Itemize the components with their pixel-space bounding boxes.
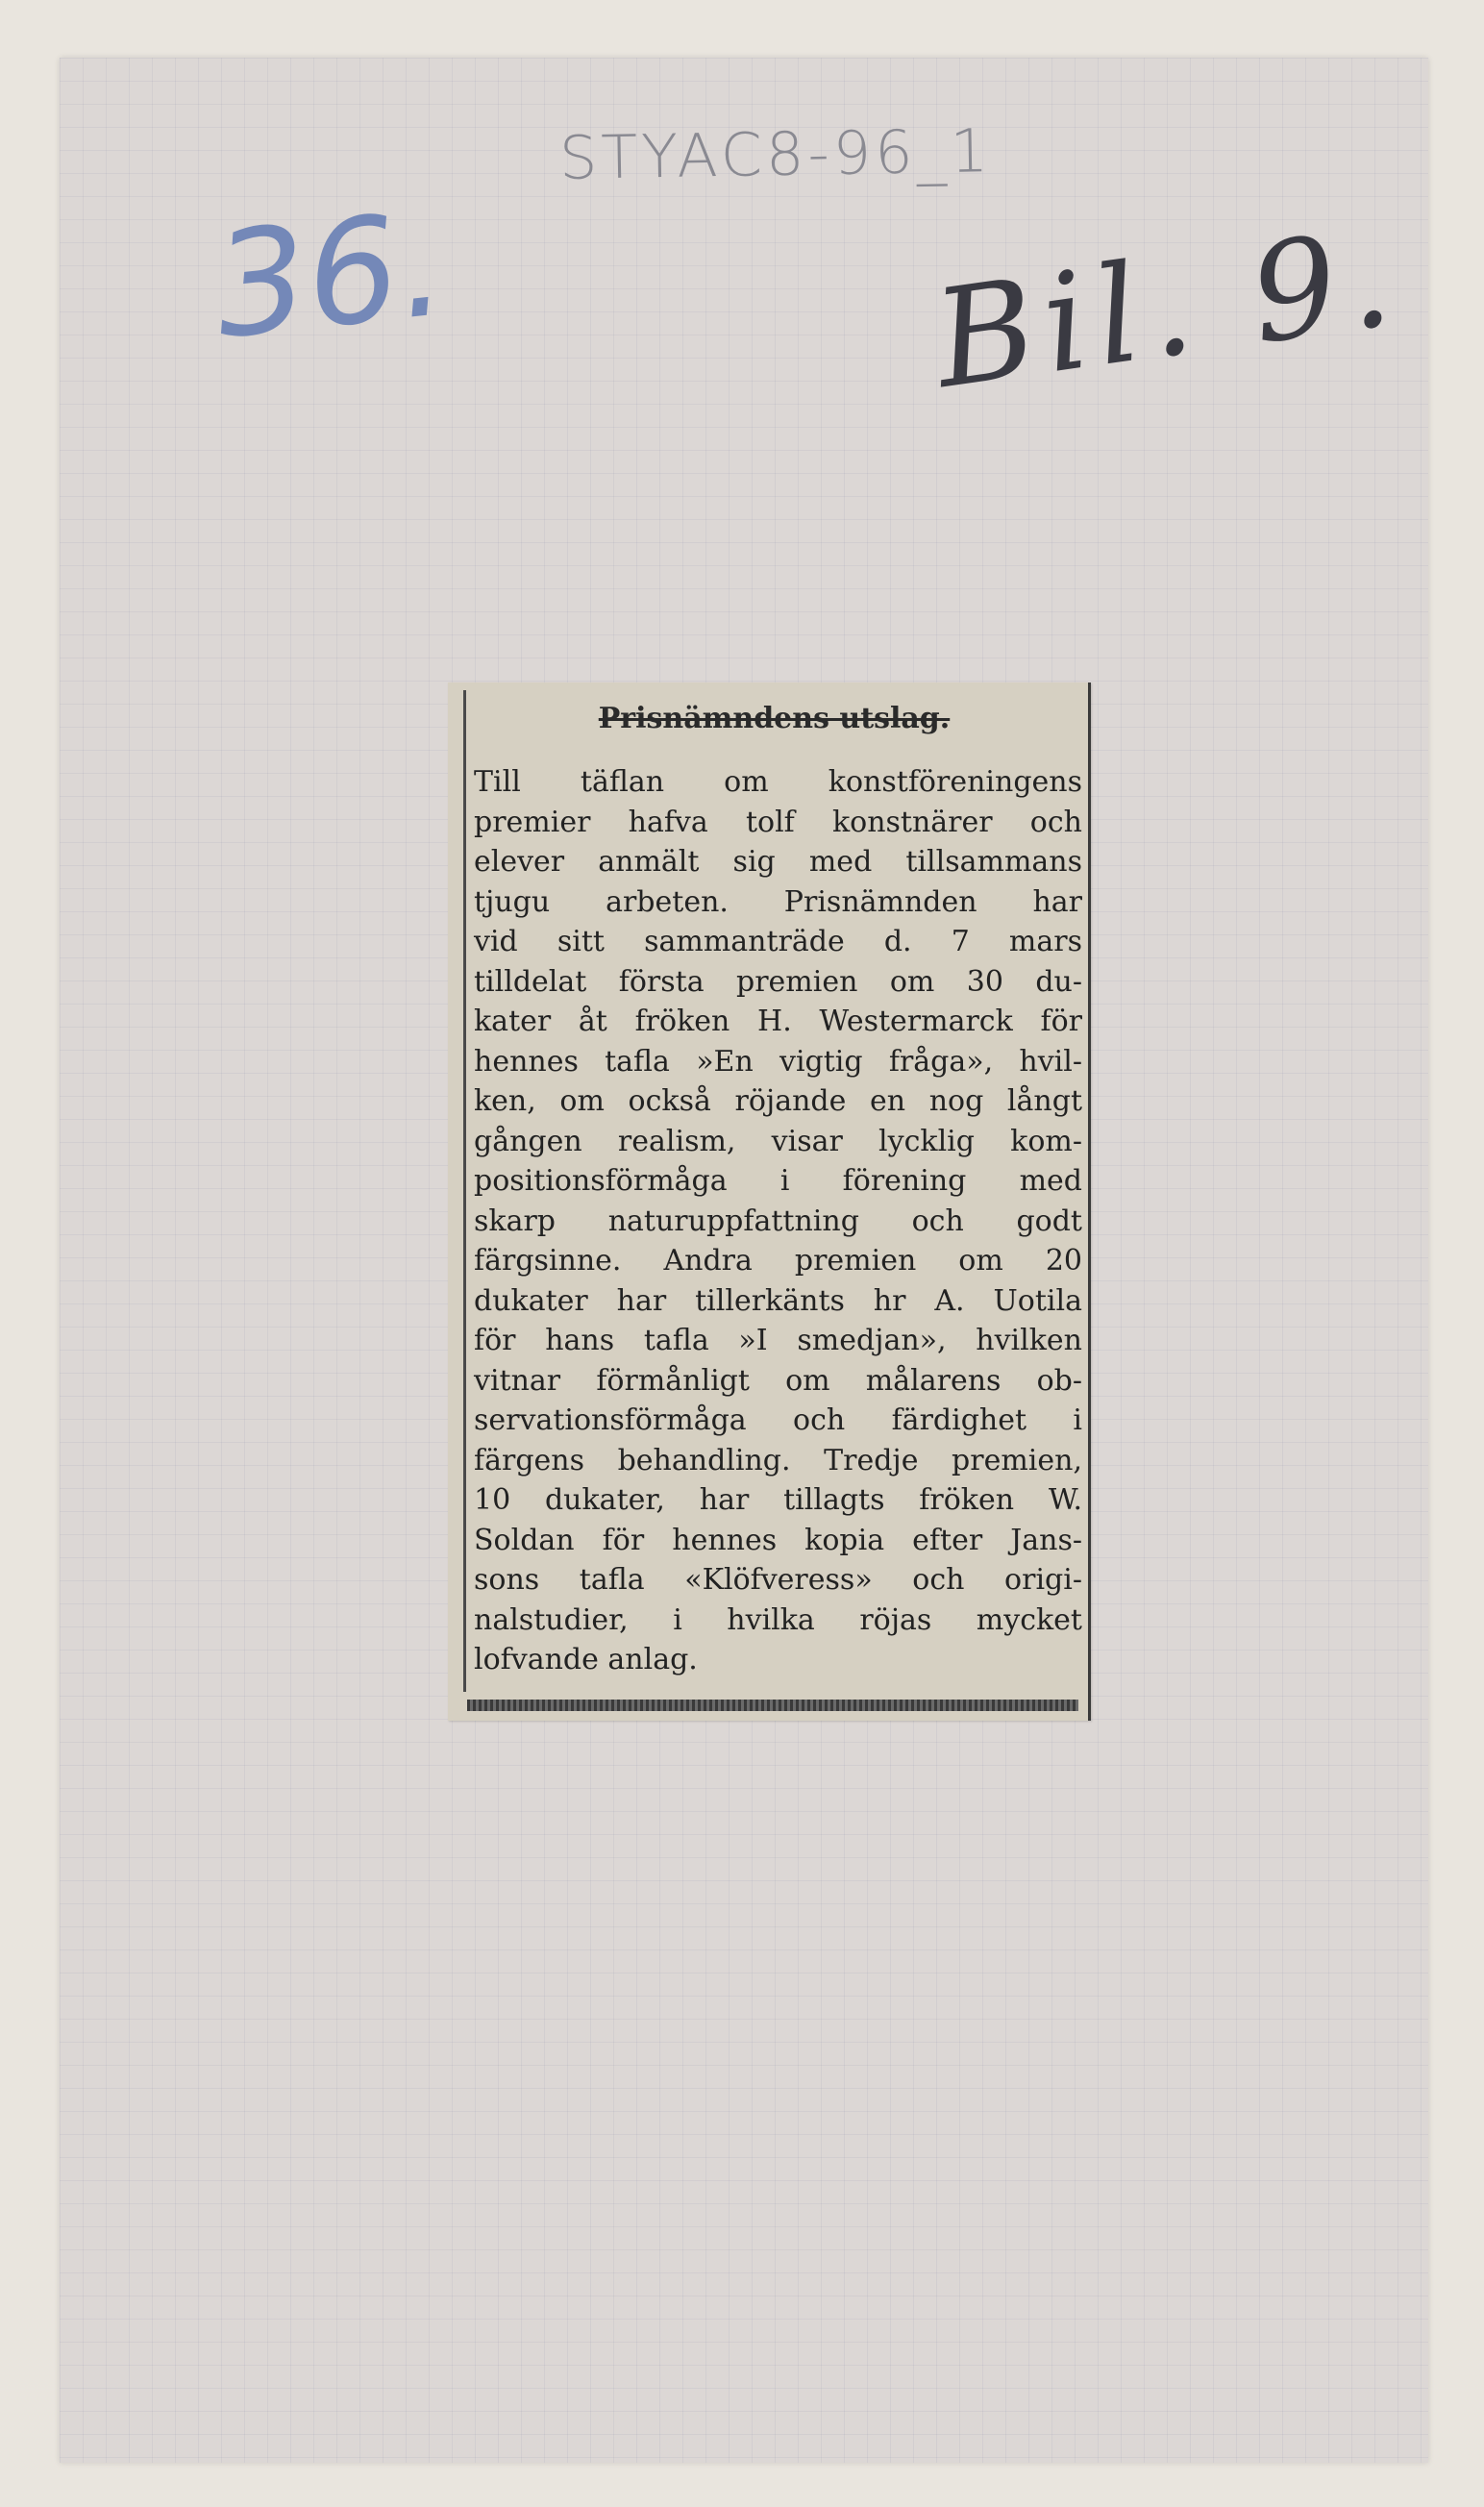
newspaper-clipping (448, 683, 1091, 1721)
clipping-line: gången realism, visar lycklig kom- (474, 1124, 1082, 1158)
attachment-note: Bil. 9. (926, 199, 1409, 419)
clipping-line: Till täflan om konstföreningens (474, 765, 1082, 799)
clipping-column (463, 690, 1082, 1692)
clipping-line: kater åt fröken H. Westermarck för (474, 1005, 1082, 1038)
clipping-line: premier hafva tolf konstnärer och (474, 805, 1082, 839)
clipping-line: nalstudier, i hvilka röjas mycket (474, 1602, 1082, 1637)
clipping-line: tjugu arbeten. Prisnämnden har (474, 884, 1082, 919)
clipping-line: elever anmält sig med tillsammans (474, 845, 1082, 879)
clipping-line: servationsförmåga och färdighet i (474, 1403, 1082, 1437)
clipping-body (474, 762, 1082, 1680)
clipping-line: skarp naturuppfattning och godt (474, 1204, 1082, 1238)
clipping-line: färgens behandling. Tredje premien, (474, 1443, 1082, 1477)
clipping-bottom-rule (467, 1700, 1078, 1711)
clipping-line: hennes tafla »En vigtig fråga», hvil- (474, 1044, 1082, 1079)
clipping-title: Prisnämndens utslag. (598, 702, 951, 735)
clipping-line: 10 dukater, har tillagts fröken W. (474, 1483, 1082, 1517)
clipping-line: dukater har tillerkänts hr A. Uotila (474, 1283, 1082, 1318)
clipping-line: vitnar förmånligt om målarens ob- (474, 1363, 1082, 1398)
clipping-line: vid sitt sammanträde d. 7 mars (474, 925, 1082, 958)
clipping-line: tilldelat första premien om 30 du- (474, 964, 1082, 999)
archive-id-annotation: STYAC8-96_1 (558, 115, 993, 193)
archive-sheet (60, 58, 1428, 2463)
page-number-annotation: 36. (207, 181, 454, 371)
clipping-line: lofvande anlag. (474, 1643, 698, 1676)
clipping-line: färgsinne. Andra premien om 20 (474, 1244, 1082, 1278)
clipping-line: ken, om också röjande en nog långt (474, 1084, 1082, 1118)
clipping-line: Soldan för hennes kopia efter Jans- (474, 1523, 1082, 1557)
clipping-line: för hans tafla »I smedjan», hvilken (474, 1324, 1082, 1357)
clipping-line: sons tafla «Klöfveress» och origi- (474, 1563, 1082, 1597)
clipping-line: positionsförmåga i förening med (474, 1164, 1082, 1198)
